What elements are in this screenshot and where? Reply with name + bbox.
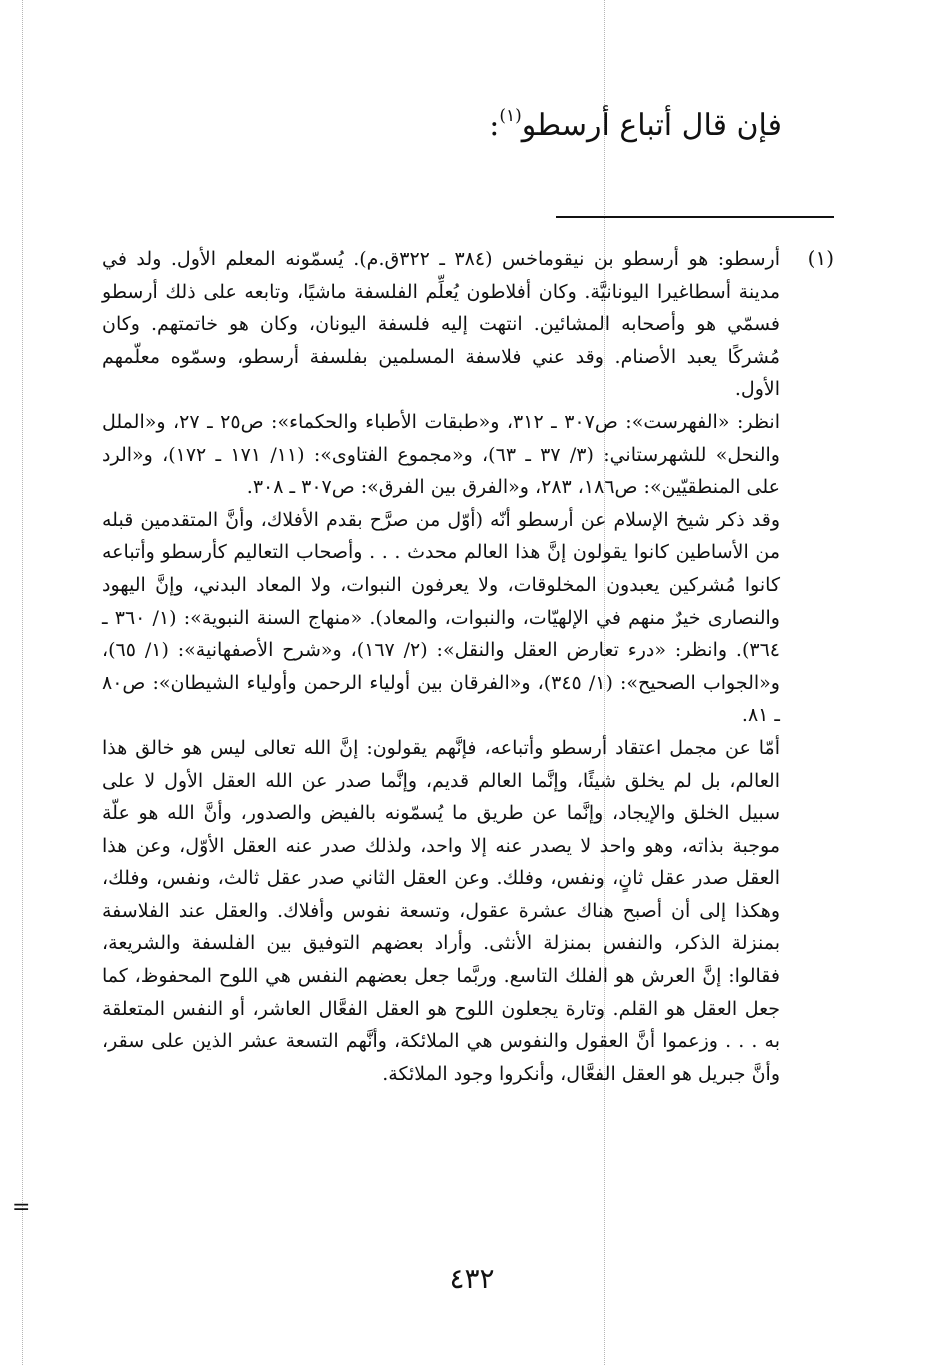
footnote-body xyxy=(102,243,780,1090)
footnote-paragraph-beliefs: أمّا عن مجمل اعتقاد أرسطو وأتباعه، فإنَّهم يقولون: إنَّ الله تعالى ليس هو خالق هذا العالم، بل لم يخلق شيئًا، وإنَّما العالم قديم، وإنَّما صدر عن الله العقل الأول لا على سبيل الخلق والإيجاد، وإنَّما عن طريق ما يُسمّونه بالفيض والصدور، وأنَّ الله هو علّة موجبة بذاته، وهو واحد لا يصدر عنه إلا واحد، ولذلك صدر عنه العقل الأوّل، وعن هذا العقل صدر عقل ثانٍ، ونفس، وفلك. وعن العقل الثاني صدر عقل ثالث، ونفس، وفلك، وهكذا إلى أن أصبح هناك عشرة عقول، وتسعة نفوس وأفلاك. والعقل عند الفلاسفة بمنزلة الذكر، والنفس بمنزلة الأنثى. وأراد بعضهم التوفيق بين الفلسفة والشريعة، فقالوا: إنَّ العرش هو الفلك التاسع. وربَّما جعل بعضهم النفس هي اللوح المحفوظ، كما جعل العقل هو القلم. وتارة يجعلون اللوح هو العقل الفعَّال العاشر، أو النفس المتعلقة به . . . وزعموا أنَّ العقول والنفوس هي الملائكة، وأنَّهم التسعة عشر الذين على سقر، وأنَّ جبريل هو العقل الفعَّال، وأنكروا وجود الملائكة. xyxy=(102,736,780,1085)
page-number: ٤٣٢ xyxy=(449,1262,495,1295)
footnote-number: (١) xyxy=(807,246,834,270)
left-dotted-guide xyxy=(22,0,23,1365)
page xyxy=(102,0,834,1365)
footnote-reference[interactable]: (١) xyxy=(499,106,522,126)
section-heading xyxy=(489,102,782,150)
footnote-paragraph-ibn-taymiyya: وقد ذكر شيخ الإسلام عن أرسطو أنّه (أوّل من صرَّح بقدم الأفلاك، وأنَّ المتقدمين قبله من الأساطين كانوا يقولون إنَّ هذا العالم محدث . . . وأصحاب التعاليم كأرسطو وأتباعه كانوا مُشركين يعبدون المخلوقات، ولا يعرفون النبوات، ولا المعاد البدني، وإنَّ اليهود والنصارى خيرٌ منهم في الإلهيّات، والنبوات، والمعاد). «منهاج السنة النبوية»: (١/ ٣٦٠ ـ ٣٦٤). وانظر: «درء تعارض العقل والنقل»: (٢/ ١٦٧)، و«شرح الأصفهانية»: (١/ ٦٥)، و«الجواب الصحيح»: (١/ ٣٤٥)، و«الفرقان بين أولياء الرحمن وأولياء الشيطان»: ص٨٠ ـ ٨١. xyxy=(102,508,780,727)
heading-colon: : xyxy=(489,108,500,143)
heading-text: فإن قال أتباع أرسطو xyxy=(521,108,782,143)
continuation-mark: = xyxy=(12,1195,31,1220)
footnote-separator xyxy=(556,216,834,218)
footnote-paragraph-sources: انظر: «الفهرست»: ص٣٠٧ ـ ٣١٢، و«طبقات الأطباء والحكماء»: ص٢٥ ـ ٢٧، و«الملل والنحل» للشهرستاني: (٣/ ٣٧ ـ ٦٣)، و«مجموع الفتاوى»: (١١/ ١٧١ ـ ١٧٢)، و«الرد على المنطقيّين»: ص١٨٦، ٢٨٣، و«الفرق بين الفرق»: ص٣٠٧ ـ ٣٠٨. xyxy=(102,410,780,499)
footnote-paragraph-bio: أرسطو: هو أرسطو بن نيقوماخس (٣٨٤ ـ ٣٢٢ق.م). يُسمّونه المعلم الأول. ولد في مدينة أسطاغيرا اليونانيَّة. وكان أفلاطون يُعلِّم الفلسفة ماشيًا، وتابعه على ذلك أرسطو فسمّي هو وأصحابه المشائين. انتهت إليه فلسفة اليونان، وكان هو خاتمتهم. وكان مُشركًا يعبد الأصنام. وقد عني فلاسفة المسلمين بفلسفة أرسطو، وسمّوه معلّمهم الأول. xyxy=(102,248,780,401)
